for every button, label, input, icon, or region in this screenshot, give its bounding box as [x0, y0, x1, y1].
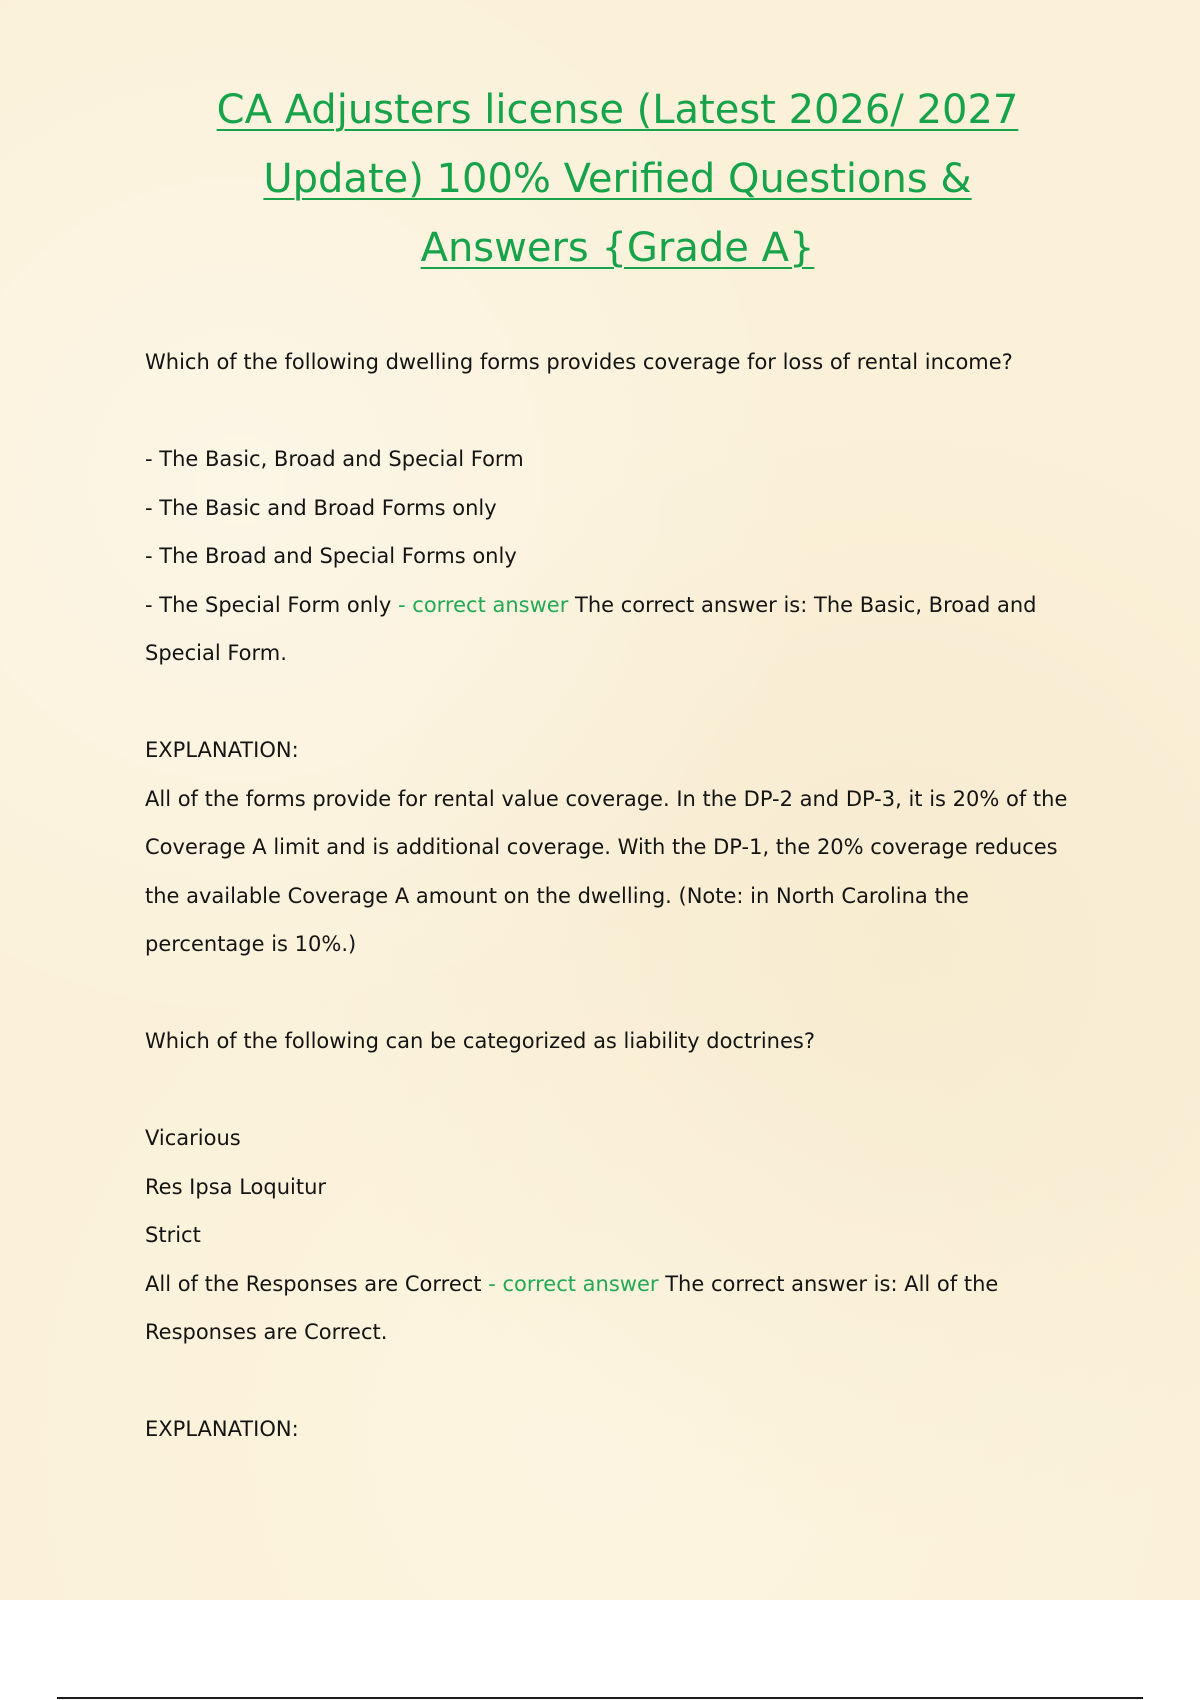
spacer	[145, 678, 1085, 727]
q1-explanation-text: All of the forms provide for rental value coverage. In the DP-2 and DP-3, it is 20% of the Coverage A limit and is additional coverage. With the DP-1, the 20% coverage reduces the available Coverage A amount on the dwelling. (Note: in North Carolina the percentage is 10%.)	[145, 786, 1068, 956]
q2-option-1: Vicarious	[145, 1126, 241, 1150]
q2-option-2: Res Ipsa Loquitur	[145, 1174, 327, 1199]
spacer	[145, 1357, 1085, 1406]
q2-correct-answer-marker: - correct answer	[488, 1271, 659, 1296]
q1-correct-answer-marker: - correct answer	[398, 592, 569, 617]
q2-explanation-label: EXPLANATION:	[145, 1417, 299, 1441]
spacer	[145, 1066, 1085, 1115]
question-2-text: Which of the following can be categorized as liability doctrines?	[145, 1029, 816, 1053]
document-title	[130, 76, 1105, 283]
q1-answer-paragraph	[145, 581, 1085, 678]
q2-option-3: Strict	[145, 1223, 201, 1247]
q2-option-4: All of the Responses are Correct	[145, 1271, 482, 1296]
q1-option-1: - The Basic, Broad and Special Form	[145, 447, 524, 471]
footer-divider	[57, 1697, 1143, 1699]
title-line-3: Answers {Grade A}	[420, 225, 815, 271]
q2-answer-paragraph	[145, 1260, 1085, 1357]
title-line-1: CA Adjusters license (Latest 2026/ 2027	[216, 87, 1019, 133]
q2-answer-text: The correct answer is: All of the Responses are Correct.	[145, 1271, 999, 1344]
q1-answer-text: The correct answer is: The Basic, Broad and Special Form.	[145, 592, 1037, 665]
title-line-2: Update) 100% Verified Questions &	[263, 156, 972, 202]
q1-option-4: - The Special Form only	[145, 592, 392, 617]
spacer	[145, 387, 1085, 436]
spacer	[145, 969, 1085, 1018]
document-body	[145, 338, 1085, 1454]
question-1-text: Which of the following dwelling forms provides coverage for loss of rental income?	[145, 350, 1013, 374]
q1-option-2: - The Basic and Broad Forms only	[145, 495, 497, 520]
q1-option-3: - The Broad and Special Forms only	[145, 544, 517, 568]
q1-explanation-label: EXPLANATION:	[145, 738, 299, 762]
